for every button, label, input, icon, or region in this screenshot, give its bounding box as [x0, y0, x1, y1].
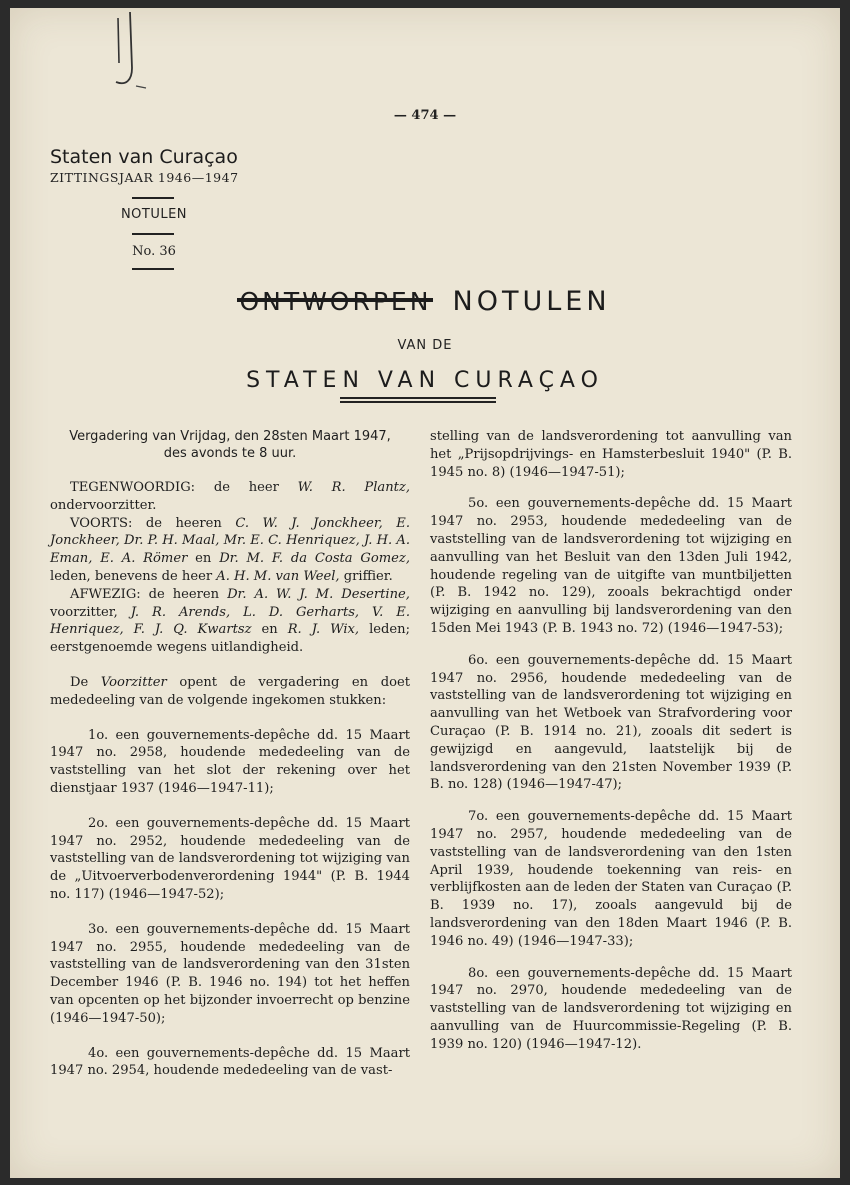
header-rule-1 — [132, 197, 174, 199]
item-6: 6o. een gouvernements-depêche dd. 15 Maart 1947 no. 2956, houdende mededeeling van de vaststelling van de landsverordening tot wijziging en aanvulling van het Wetboek van Strafvordering voor Curaçao (P. B. 1914 no. 21), zooals dit sedert is gewijzigd en aangevuld, laatstelijk bij de landsverordening van den 21sten November 1939 (P. B. no. 128) (1946—1947-47); — [430, 652, 792, 793]
title-double-rule-top — [340, 397, 496, 399]
attendance-absent: AFWEZIG: de heeren Dr. A. W. J. M. Desertine, voorzitter, J. R. Arends, L. D. Gerharts, V. E. Henriquez, F. J. Q. Kwartsz en R. J. Wix, leden; eerstgenoemde wegens uitlandigheid. — [50, 586, 411, 656]
item-1: 1o. een gouvernements-depêche dd. 15 Maart 1947 no. 2958, houdende mededeeling van de vaststelling van het slot der rekening over het dienstjaar 1937 (1946—1947-11); — [50, 727, 410, 796]
title-double-rule-bottom — [340, 401, 496, 403]
strike-line — [237, 298, 433, 302]
meeting-time: des avonds te 8 uur. — [163, 446, 297, 461]
header-rule-3 — [132, 268, 174, 270]
item-7: 7o. een gouvernements-depêche dd. 15 Maart 1947 no. 2957, houdende mededeeling van de vaststelling van de landsverordening van den 1sten April 1939, houdende toekenning van reis- en verblijfkosten aan de leden der Staten van Curaçao (P. B. 1939 no. 17), zooals aangevuld bij de landsverordening van den 18den Maart 1946 (P. B. 1946 no. 49) (1946—1947-33); — [430, 809, 792, 949]
opening-paragraph: De Voorzitter opent de vergadering en doet mededeeling van de volgende ingekomen stukken: — [50, 674, 410, 708]
left-column — [50, 428, 410, 1080]
doc-number: No. 36 — [132, 244, 176, 259]
struck-title-word — [239, 287, 431, 316]
attendance-present: TEGENWOORDIG: de heer W. R. Plantz, ondervoorzitter. — [50, 480, 410, 513]
meeting-date: Vergadering van Vrijdag, den 28sten Maart 1947, — [69, 429, 391, 444]
doc-type-label: NOTULEN — [120, 207, 188, 222]
assembly-title: STATEN VAN CURAÇAO — [246, 368, 604, 393]
title-row — [0, 286, 850, 317]
main-title: NOTULEN — [452, 286, 611, 317]
right-column — [430, 428, 792, 1054]
header-rule-2 — [132, 233, 174, 235]
item-2: 2o. een gouvernements-depêche dd. 15 Maart 1947 no. 2952, houdende mededeeling van de vaststelling van de landsverordening tot wijziging van de „Uitvoerverbodenverordening 1944" (P. B. 1944 no. 117) (1946—1947-52); — [50, 815, 410, 902]
session-year: ZITTINGSJAAR 1946—1947 — [50, 170, 239, 185]
item-3: 3o. een gouvernements-depêche dd. 15 Maart 1947 no. 2955, houdende mededeeling van de vaststelling van de landsverordening van den 31sten December 1946 (P. B. 1946 no. 194) tot het heffen van opcenten op het bijzonder invoerrecht op benzine (1946—1947-50); — [50, 921, 410, 1026]
attendance-also: VOORTS: de heeren C. W. J. Jonckheer, E. Jonckheer, Dr. P. H. Maal, Mr. E. C. Henriquez, J. H. A. Eman, E. A. Römer en Dr. M. F. da Costa Gomez, leden, benevens de heer A. H. M. van Weel, griffier. — [50, 515, 410, 584]
page-number: — 474 — — [393, 108, 457, 123]
institution-name: Staten van Curaçao — [50, 146, 238, 168]
title-connector: VAN DE — [397, 338, 453, 353]
item-5: 5o. een gouvernements-depêche dd. 15 Maart 1947 no. 2953, houdende mededeeling van de vaststelling van de landsverordening tot wijziging en aanvulling van het Besluit van den 13den Juli 1942, houdende regeling van de uitgifte van muntbiljetten (P. B. 1942 no. 129), zooals bekrachtigd onder wijziging en aanvulling bij landsverordening van den 15den Mei 1943 (P. B. 1943 no. 72) (1946—1947-53); — [430, 496, 792, 636]
handwritten-margin-mark — [106, 8, 156, 98]
item-4-start: 4o. een gouvernements-depêche dd. 15 Maart 1947 no. 2954, houdende mededeeling van de vast- — [50, 1045, 410, 1079]
header-block — [50, 146, 250, 185]
item-4-continued: stelling van de landsverordening tot aanvulling van het „Prijsopdrijvings- en Hamsterbesluit 1940" (P. B. 1945 no. 8) (1946—1947-51); — [430, 429, 792, 480]
item-8: 8o. een gouvernements-depêche dd. 15 Maart 1947 no. 2970, houdende mededeeling van de vaststelling van de landsverordening tot wijziging en aanvulling van de Huurcommissie-Regeling (P. B. 1939 no. 120) (1946—1947-12). — [430, 965, 792, 1052]
